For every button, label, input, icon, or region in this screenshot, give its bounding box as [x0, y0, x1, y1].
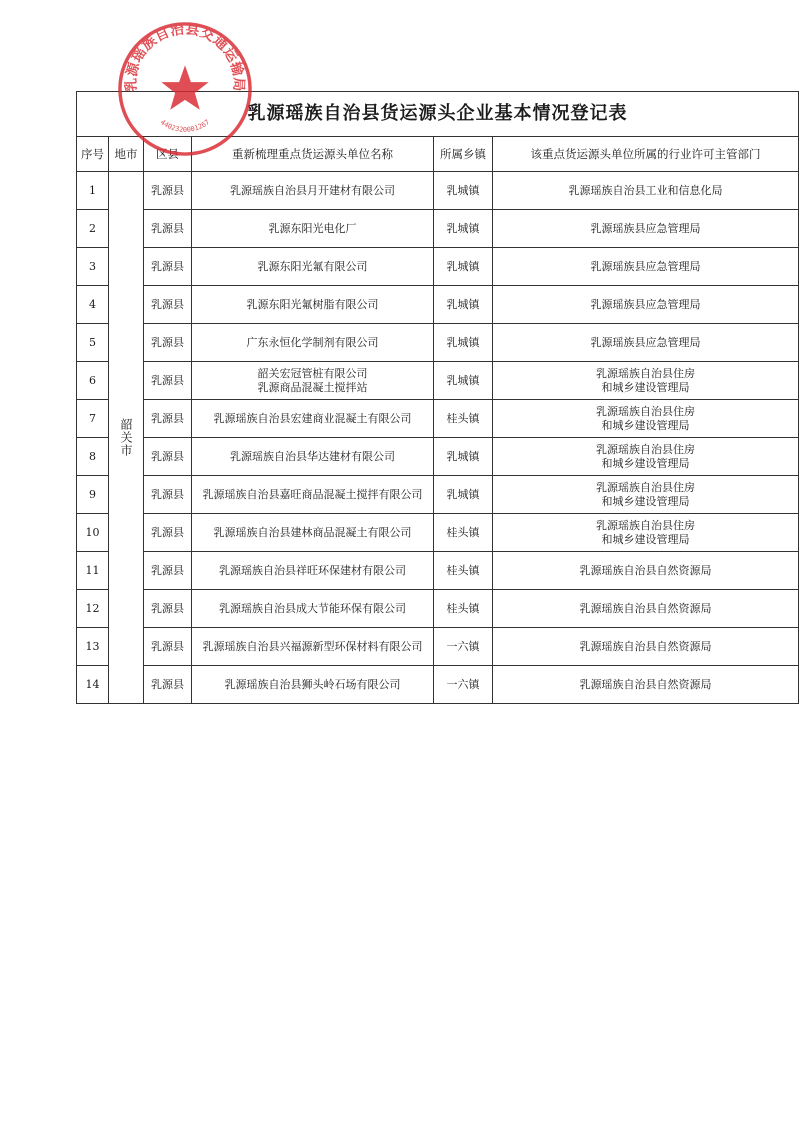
town-cell: 一六镇	[434, 666, 493, 704]
department-cell	[493, 628, 799, 666]
county-cell: 乳源县	[144, 438, 192, 476]
county-cell: 乳源县	[144, 628, 192, 666]
row-number: 3	[77, 248, 109, 286]
document-title: 乳源瑶族自治县货运源头企业基本情况登记表	[77, 92, 799, 137]
town-cell: 乳城镇	[434, 286, 493, 324]
county-cell: 乳源县	[144, 514, 192, 552]
county-cell: 乳源县	[144, 552, 192, 590]
unit-name-cell	[192, 476, 434, 514]
town-cell: 乳城镇	[434, 324, 493, 362]
table-row	[77, 210, 799, 248]
town-cell: 桂头镇	[434, 552, 493, 590]
county-cell: 乳源县	[144, 210, 192, 248]
department-line: 乳源瑶族自治县自然资源局	[579, 639, 712, 653]
header-county: 区县	[144, 137, 192, 172]
county-cell: 乳源县	[144, 324, 192, 362]
town-cell: 一六镇	[434, 628, 493, 666]
row-number: 5	[77, 324, 109, 362]
town-cell: 乳城镇	[434, 210, 493, 248]
unit-name-line: 乳源瑶族自治县建林商品混凝土有限公司	[213, 525, 412, 539]
town-cell: 乳城镇	[434, 172, 493, 210]
town-cell: 乳城镇	[434, 438, 493, 476]
header-row	[77, 137, 799, 172]
row-number: 7	[77, 400, 109, 438]
county-cell: 乳源县	[144, 666, 192, 704]
town-cell: 乳城镇	[434, 476, 493, 514]
department-line: 乳源瑶族自治县住房	[596, 442, 696, 456]
unit-name-line: 乳源瑶族自治县成大节能环保有限公司	[219, 601, 406, 615]
unit-name-cell	[192, 324, 434, 362]
county-cell: 乳源县	[144, 362, 192, 400]
department-line: 乳源瑶族自治县工业和信息化局	[568, 183, 723, 197]
department-cell	[493, 210, 799, 248]
department-cell	[493, 514, 799, 552]
department-cell	[493, 362, 799, 400]
unit-name-line: 乳源瑶族自治县嘉旺商品混凝土搅拌有限公司	[202, 487, 423, 501]
department-line: 和城乡建设管理局	[601, 380, 690, 394]
table-row	[77, 628, 799, 666]
town-cell: 乳城镇	[434, 248, 493, 286]
unit-name-line: 乳源瑶族自治县狮头岭石场有限公司	[224, 677, 401, 691]
unit-name-cell	[192, 286, 434, 324]
town-cell: 桂头镇	[434, 514, 493, 552]
table-row	[77, 400, 799, 438]
header-department: 该重点货运源头单位所属的行业许可主管部门	[493, 137, 799, 172]
table-row	[77, 552, 799, 590]
unit-name-cell	[192, 400, 434, 438]
unit-name-cell	[192, 666, 434, 704]
table-row	[77, 248, 799, 286]
unit-name-line: 乳源瑶族自治县华达建材有限公司	[230, 449, 395, 463]
unit-name-cell	[192, 248, 434, 286]
unit-name-line: 韶关宏冠管桩有限公司	[257, 366, 368, 380]
county-cell: 乳源县	[144, 172, 192, 210]
department-line: 乳源瑶族县应急管理局	[590, 297, 701, 311]
table-row	[77, 286, 799, 324]
county-cell: 乳源县	[144, 400, 192, 438]
department-cell	[493, 324, 799, 362]
registration-table	[76, 91, 799, 704]
county-cell: 乳源县	[144, 476, 192, 514]
seal-code: 4402320001267	[158, 118, 212, 134]
table-row	[77, 590, 799, 628]
department-line: 和城乡建设管理局	[601, 456, 690, 470]
department-cell	[493, 438, 799, 476]
department-cell	[493, 286, 799, 324]
seal-text: 乳源瑶族自治县交通运输局	[123, 21, 247, 92]
row-number: 13	[77, 628, 109, 666]
table-row	[77, 362, 799, 400]
department-line: 乳源瑶族自治县住房	[596, 404, 696, 418]
department-line: 乳源瑶族自治县住房	[596, 518, 696, 532]
town-cell: 桂头镇	[434, 590, 493, 628]
row-number: 12	[77, 590, 109, 628]
department-line: 和城乡建设管理局	[601, 418, 690, 432]
unit-name-line: 广东永恒化学制剂有限公司	[246, 335, 379, 349]
unit-name-line: 乳源商品混凝土搅拌站	[257, 380, 368, 394]
row-number: 6	[77, 362, 109, 400]
row-number: 11	[77, 552, 109, 590]
town-cell: 乳城镇	[434, 362, 493, 400]
unit-name-cell	[192, 628, 434, 666]
unit-name-line: 乳源瑶族自治县祥旺环保建材有限公司	[219, 563, 406, 577]
department-line: 乳源瑶族自治县自然资源局	[579, 563, 712, 577]
row-number: 4	[77, 286, 109, 324]
header-town: 所属乡镇	[434, 137, 493, 172]
department-line: 乳源瑶族自治县住房	[596, 366, 696, 380]
table-row	[77, 476, 799, 514]
unit-name-cell	[192, 590, 434, 628]
department-line: 和城乡建设管理局	[601, 532, 690, 546]
department-cell	[493, 666, 799, 704]
unit-name-line: 乳源东阳光电化厂	[268, 221, 357, 235]
row-number: 1	[77, 172, 109, 210]
unit-name-line: 乳源瑶族自治县兴福源新型环保材料有限公司	[202, 639, 423, 653]
unit-name-line: 乳源瑶族自治县月开建材有限公司	[230, 183, 395, 197]
department-line: 乳源瑶族县应急管理局	[590, 335, 701, 349]
unit-name-line: 乳源东阳光氟树脂有限公司	[246, 297, 379, 311]
department-cell	[493, 552, 799, 590]
department-cell	[493, 248, 799, 286]
department-line: 和城乡建设管理局	[601, 494, 690, 508]
row-number: 8	[77, 438, 109, 476]
table-row	[77, 514, 799, 552]
town-cell: 桂头镇	[434, 400, 493, 438]
table-row	[77, 324, 799, 362]
table-row	[77, 438, 799, 476]
department-cell	[493, 476, 799, 514]
unit-name-cell	[192, 172, 434, 210]
row-number: 2	[77, 210, 109, 248]
department-line: 乳源瑶族自治县住房	[596, 480, 696, 494]
department-cell	[493, 400, 799, 438]
department-line: 乳源瑶族县应急管理局	[590, 259, 701, 273]
header-city: 地市	[109, 137, 144, 172]
county-cell: 乳源县	[144, 286, 192, 324]
header-no: 序号	[77, 137, 109, 172]
header-unit-name: 重新梳理重点货运源头单位名称	[192, 137, 434, 172]
county-cell: 乳源县	[144, 248, 192, 286]
department-line: 乳源瑶族自治县自然资源局	[579, 677, 712, 691]
county-cell: 乳源县	[144, 590, 192, 628]
unit-name-cell	[192, 362, 434, 400]
unit-name-line: 乳源东阳光氟有限公司	[257, 259, 368, 273]
table-body	[77, 172, 799, 704]
unit-name-cell	[192, 552, 434, 590]
row-number: 14	[77, 666, 109, 704]
row-number: 10	[77, 514, 109, 552]
table-row	[77, 666, 799, 704]
svg-text:乳源瑶族自治县交通运输局	[123, 20, 247, 92]
department-cell	[493, 172, 799, 210]
unit-name-cell	[192, 438, 434, 476]
unit-name-cell	[192, 514, 434, 552]
department-cell	[493, 590, 799, 628]
table-row	[77, 172, 799, 210]
unit-name-line: 乳源瑶族自治县宏建商业混凝土有限公司	[213, 411, 412, 425]
unit-name-cell	[192, 210, 434, 248]
department-line: 乳源瑶族自治县自然资源局	[579, 601, 712, 615]
row-number: 9	[77, 476, 109, 514]
city-cell: 韶关市	[109, 172, 144, 704]
department-line: 乳源瑶族县应急管理局	[590, 221, 701, 235]
